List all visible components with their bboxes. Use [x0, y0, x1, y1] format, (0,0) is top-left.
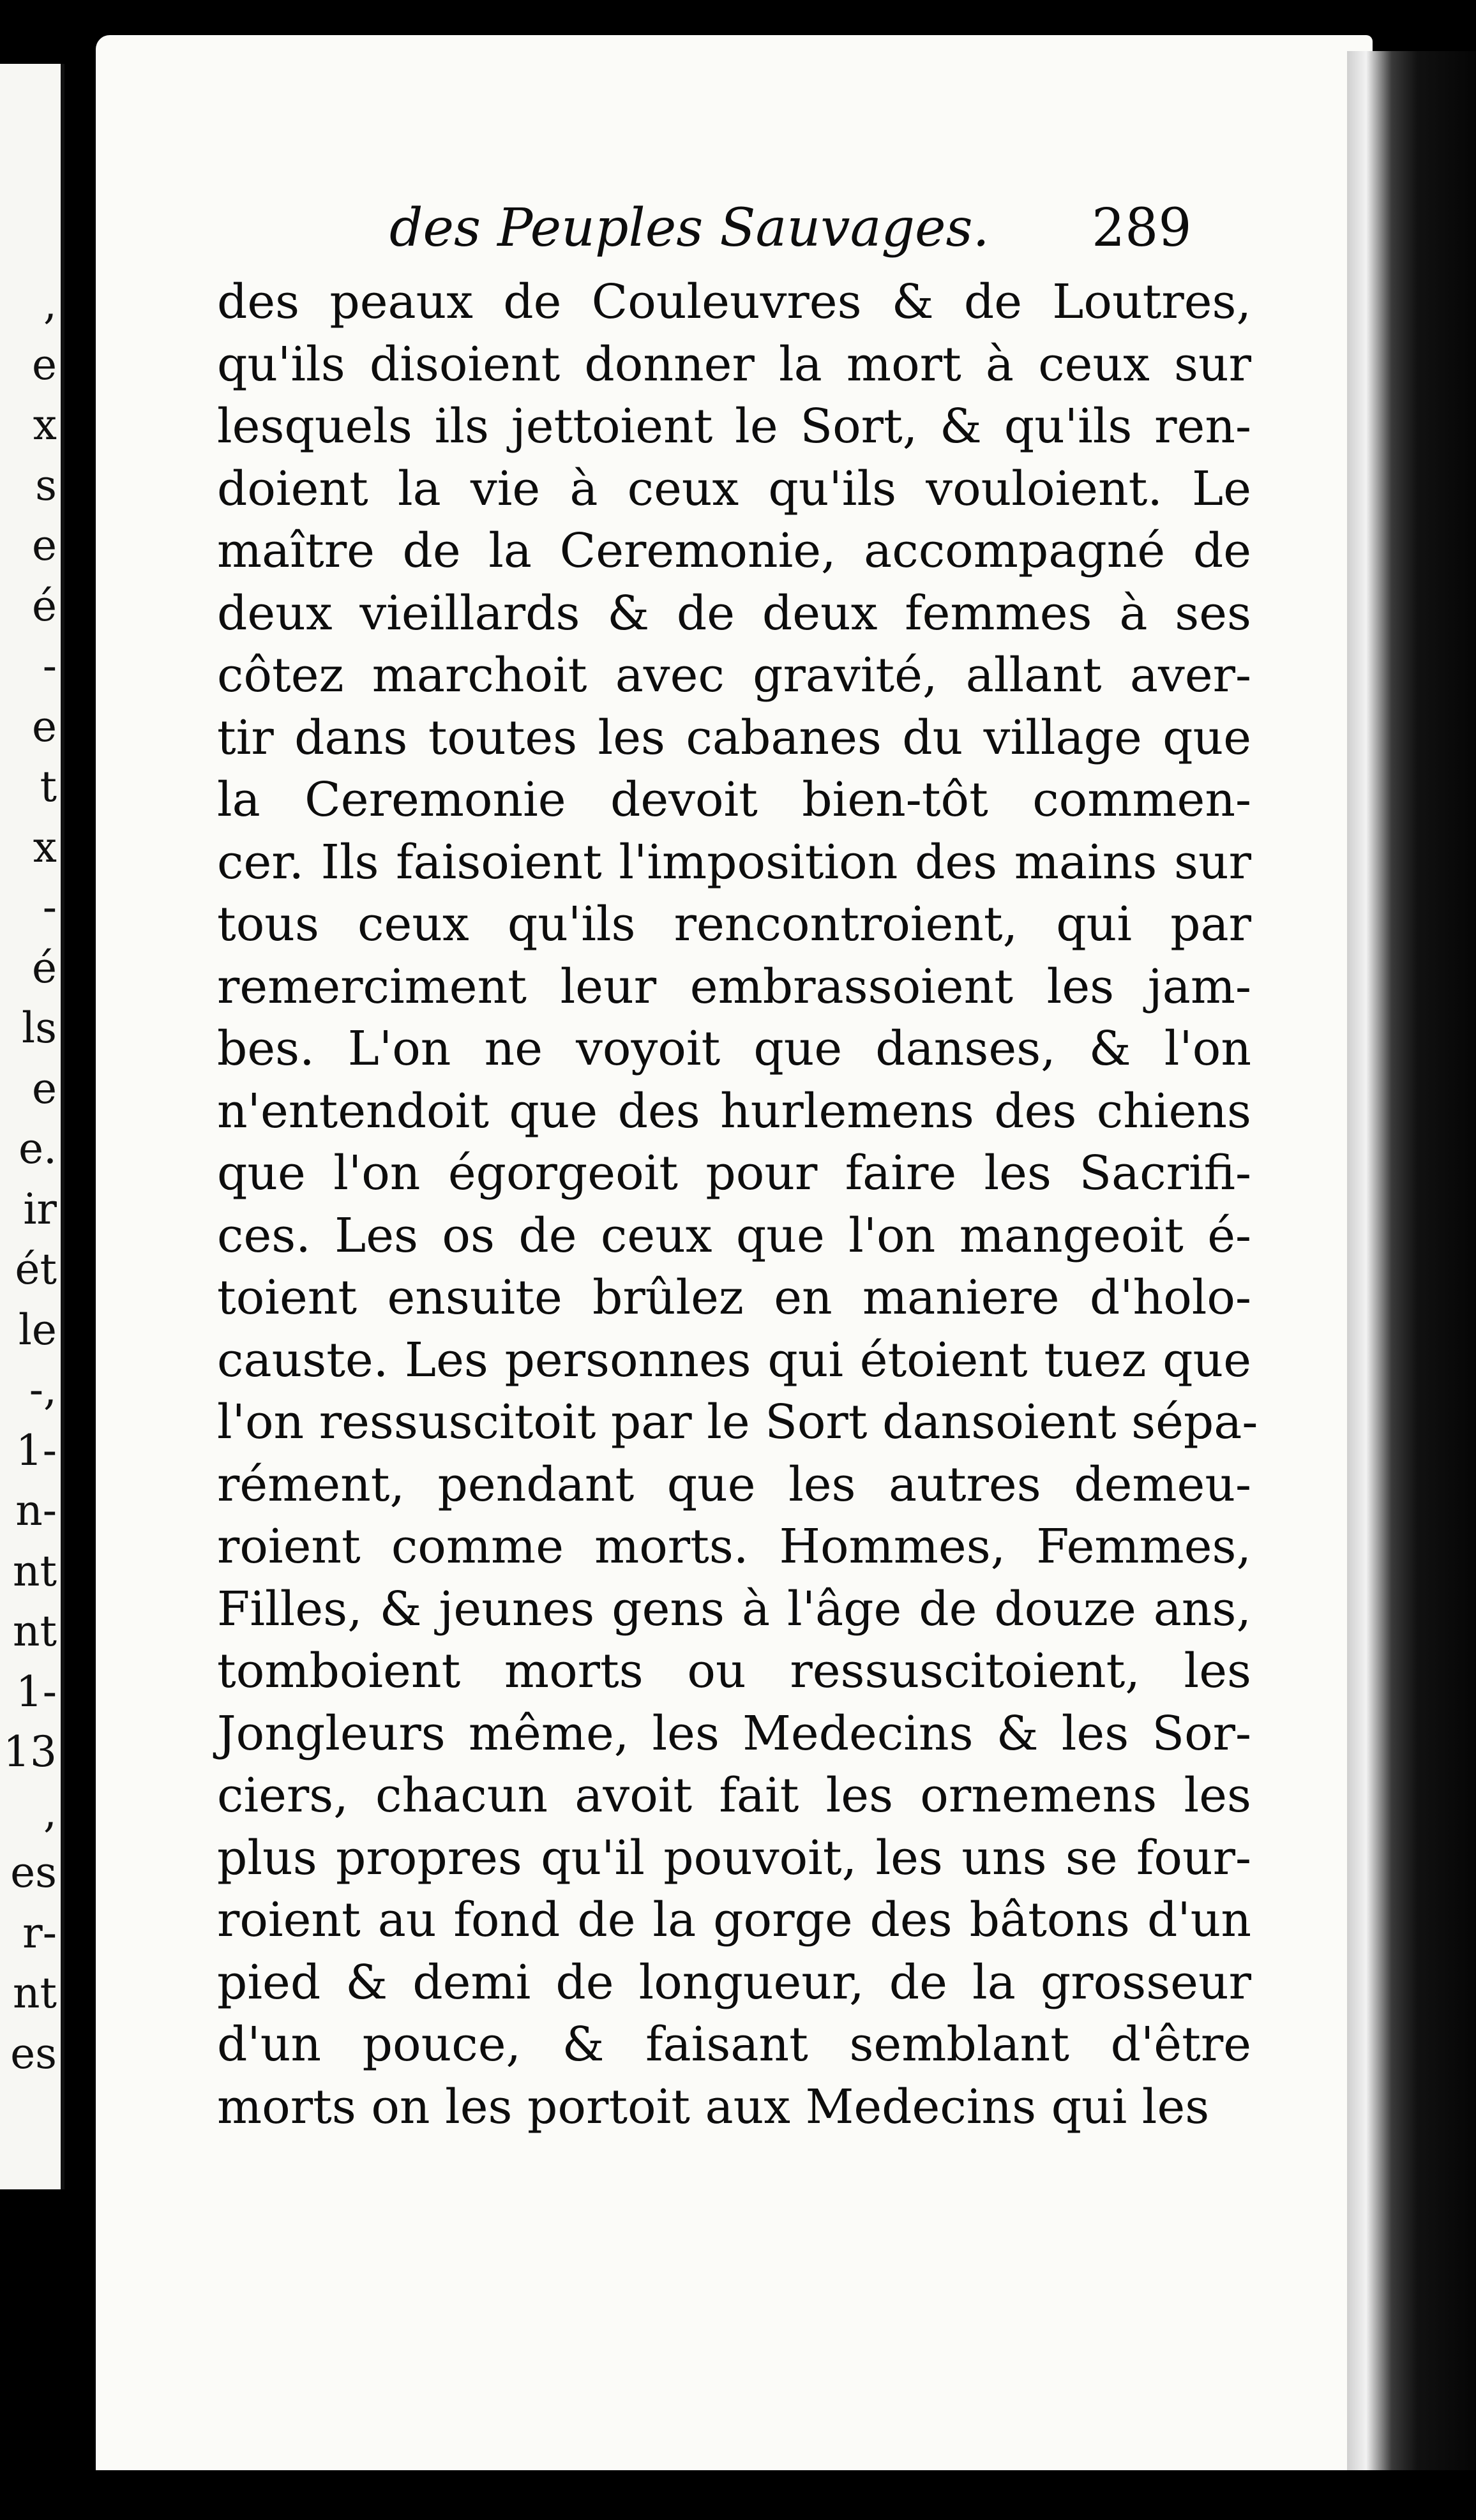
text-line: maître de la Ceremonie, accompagné de	[217, 523, 1251, 578]
left-page-fragment: e	[31, 701, 57, 751]
running-title: des Peuples Sauvages.	[389, 198, 990, 259]
text-line: bes. L'on ne voyoit que danses, & l'on	[217, 1021, 1251, 1076]
text-line: toient ensuite brûlez en maniere d'holo-	[217, 1270, 1251, 1325]
left-page-fragment: e	[31, 340, 57, 389]
left-page-fragment: -	[42, 883, 57, 932]
left-page-fragment: n-	[15, 1486, 57, 1535]
left-page-fragment: -	[42, 641, 57, 691]
book-page	[96, 35, 1373, 2480]
text-line: causte. Les personnes qui étoient tuez que	[217, 1332, 1251, 1388]
left-page-fragment: x	[33, 400, 57, 449]
left-page-fragment: é	[31, 581, 57, 631]
text-line: remerciment leur embrassoient les jam-	[217, 959, 1251, 1014]
body-text	[217, 271, 1258, 2138]
left-page-edge	[0, 64, 64, 2189]
left-page-fragment: 1-	[15, 1425, 57, 1475]
text-line: roient au fond de la gorge des bâtons d'un	[217, 1893, 1251, 1947]
text-line: ces. Les os de ceux que l'on mangeoit é-	[217, 1208, 1251, 1263]
text-line: pied & demi de longueur, de la grosseur	[217, 1954, 1251, 2010]
text-line: doient la vie à ceux qu'ils vouloient. Le	[217, 461, 1251, 516]
left-page-fragment: é	[31, 943, 57, 993]
text-line: rément, pendant que les autres demeu-	[217, 1457, 1251, 1512]
left-page-fragment: es	[10, 1848, 57, 1897]
left-page-line-endings	[3, 274, 57, 2084]
left-page-fragment: ,	[43, 1787, 57, 1837]
left-page-fragment: e.	[18, 1124, 57, 1173]
text-line: l'on ressuscitoit par le Sort dansoient sépa-	[217, 1395, 1258, 1450]
left-page-fragment: 1-	[15, 1667, 57, 1716]
text-line: la Ceremonie devoit bien-tôt commen-	[217, 772, 1251, 827]
left-page-fragment: le	[18, 1305, 57, 1354]
text-line: qu'ils disoient donner la mort à ceux sur	[217, 336, 1251, 392]
text-line: cer. Ils faisoient l'imposition des mains sur	[217, 834, 1251, 890]
text-line: lesquels ils jettoient le Sort, & qu'ils ren-	[217, 399, 1251, 454]
text-line: côtez marchoit avec gravité, allant aver-	[217, 648, 1251, 703]
text-line: morts on les portoit aux Medecins qui les	[217, 2079, 1210, 2134]
text-line: tir dans toutes les cabanes du village que	[217, 710, 1251, 765]
page-number: 289	[1092, 198, 1192, 259]
text-line: Filles, & jeunes gens à l'âge de douze ans,	[217, 1581, 1251, 1637]
running-head	[389, 193, 1219, 264]
text-line: que l'on égorgeoit pour faire les Sacrifi-	[217, 1146, 1251, 1201]
left-page-fragment: s	[35, 460, 57, 510]
text-line: plus propres qu'il pouvoit, les uns se four-	[217, 1830, 1251, 1886]
left-page-fragment: nt	[12, 1607, 57, 1656]
left-page-fragment: -,	[29, 1365, 57, 1414]
text-line: deux vieillards & de deux femmes à ses	[217, 585, 1251, 641]
left-page-fragment: es	[10, 2029, 57, 2078]
left-page-fragment: e	[31, 1063, 57, 1113]
left-page-fragment: nt	[12, 1546, 57, 1596]
text-line: tomboient morts ou ressuscitoient, les	[217, 1644, 1251, 1699]
text-line: n'entendoit que des hurlemens des chiens	[217, 1083, 1251, 1139]
text-line: des peaux de Couleuvres & de Loutres,	[217, 274, 1251, 329]
left-page-fragment: r-	[22, 1908, 57, 1958]
text-line: d'un pouce, & faisant semblant d'être	[217, 2017, 1251, 2072]
left-page-fragment: nt	[12, 1969, 57, 2018]
right-page-gutter-shadow	[1347, 51, 1476, 2520]
text-line: roient comme morts. Hommes, Femmes,	[217, 1519, 1251, 1574]
left-page-fragment: ls	[22, 1003, 57, 1053]
left-page-fragment: 13	[3, 1727, 57, 1776]
left-page-fragment: e	[31, 521, 57, 570]
text-line: tous ceux qu'ils rencontroient, qui par	[217, 897, 1251, 952]
left-page-fragment: ir	[23, 1184, 57, 1234]
left-page-fragment: ,	[43, 280, 57, 329]
text-line: ciers, chacun avoit fait les ornemens les	[217, 1768, 1251, 1823]
scan-bottom-border	[0, 2470, 1476, 2520]
left-page-fragment: x	[33, 822, 57, 872]
left-page-fragment: ét	[15, 1245, 57, 1294]
text-line: Jongleurs même, les Medecins & les Sor-	[217, 1706, 1251, 1761]
left-page-fragment: t	[40, 762, 57, 811]
